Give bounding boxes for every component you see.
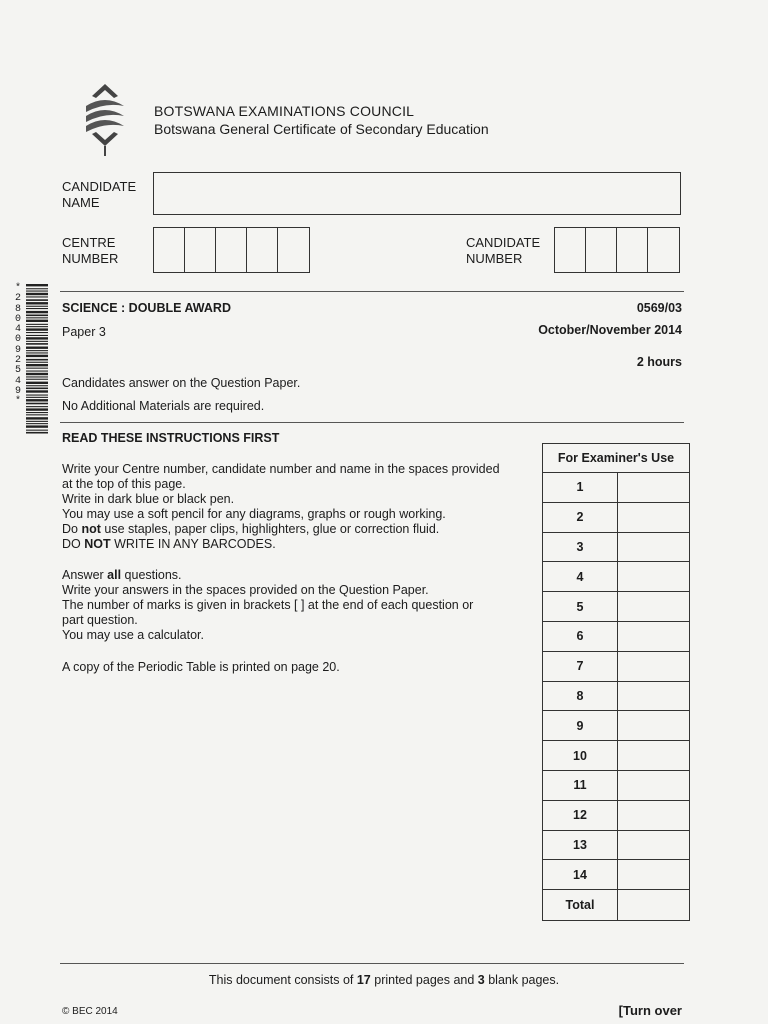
examiner-row — [543, 592, 689, 622]
exam-duration: 2 hours — [636, 355, 682, 369]
divider-mid — [60, 422, 684, 423]
barcode-bar — [26, 362, 48, 363]
candidate-digit-box[interactable] — [648, 228, 679, 272]
examiner-mark-cell[interactable] — [618, 741, 689, 770]
divider-top — [60, 291, 684, 292]
centre-digit-box[interactable] — [278, 228, 309, 272]
barcode-bar — [26, 385, 48, 386]
barcode-bar — [26, 320, 48, 322]
barcode-bar — [26, 388, 48, 390]
barcode-number: * 2 8 0 4 0 9 2 5 4 9 * — [14, 283, 21, 408]
centre-digit-box[interactable] — [216, 228, 247, 272]
candidate-name-label-line1: CANDIDATE — [62, 179, 137, 194]
barcode-bar — [26, 408, 48, 410]
examiner-mark-cell[interactable] — [618, 682, 689, 711]
examiner-row — [543, 473, 689, 503]
instruction-line: part question. — [62, 613, 138, 627]
instruction-barcodes — [62, 537, 522, 552]
centre-number-label-line2: NUMBER — [62, 251, 119, 266]
barcode-bar — [26, 421, 48, 422]
examiner-row — [543, 711, 689, 741]
examiner-row — [543, 562, 689, 592]
examiner-row — [543, 741, 689, 771]
examiner-use-table — [542, 443, 690, 921]
instruction-line: Write your Centre number, candidate number and name in the spaces provided — [62, 462, 500, 476]
barcode-bar — [26, 399, 48, 401]
examiner-row — [543, 682, 689, 712]
examiner-mark-cell[interactable] — [618, 801, 689, 830]
instruction-line: You may use a calculator. — [62, 628, 204, 642]
examiner-question-number: 4 — [543, 562, 618, 591]
examiner-mark-cell[interactable] — [618, 503, 689, 532]
candidate-digit-box[interactable] — [586, 228, 617, 272]
barcode-bar — [26, 355, 48, 357]
materials-note: No Additional Materials are required. — [62, 399, 265, 413]
barcode-bar — [26, 317, 48, 318]
barcode-bar — [26, 397, 48, 398]
examiner-row — [543, 503, 689, 533]
exam-session: October/November 2014 — [538, 323, 682, 337]
barcode-bar — [26, 308, 48, 309]
examiner-question-number: 6 — [543, 622, 618, 651]
candidate-number-label — [466, 235, 540, 267]
examiner-table-heading: For Examiner's Use — [543, 444, 689, 473]
instruction-line: The number of marks is given in brackets [ ] at the end of each question or — [62, 598, 474, 612]
examiner-row — [543, 801, 689, 831]
candidate-name-label — [62, 179, 136, 211]
instruction-answer-all — [62, 568, 522, 583]
candidate-number-label-line2: NUMBER — [466, 251, 523, 266]
examiner-row — [543, 652, 689, 682]
staples-bold: not — [81, 522, 101, 536]
staples-pre: Do — [62, 522, 82, 536]
barcode-bar — [26, 341, 48, 342]
centre-digit-box[interactable] — [247, 228, 278, 272]
barcode-bar — [26, 328, 48, 330]
barcode-bar — [26, 382, 48, 384]
barcode-bar — [26, 390, 48, 392]
examiner-row — [543, 860, 689, 890]
consists-pre: This document consists of — [208, 973, 357, 987]
examiner-question-number: Total — [543, 890, 618, 920]
examiner-question-number: 10 — [543, 741, 618, 770]
barcode-bar — [26, 376, 48, 377]
barcode-bar — [26, 359, 48, 361]
examiner-question-number: 5 — [543, 592, 618, 621]
divider-footer — [60, 963, 684, 964]
barcode-bold: NOT — [84, 537, 111, 551]
candidate-digit-box[interactable] — [555, 228, 586, 272]
examiner-mark-cell[interactable] — [618, 711, 689, 740]
examiner-row — [543, 533, 689, 563]
printed-pages: 17 — [356, 973, 371, 987]
instructions-block-1 — [62, 462, 522, 552]
barcode-post: WRITE IN ANY BARCODES. — [110, 537, 276, 551]
examiner-question-number: 14 — [543, 860, 618, 889]
barcode-bar — [26, 343, 48, 345]
barcode-bar — [26, 423, 48, 424]
examiner-row — [543, 771, 689, 801]
barcode — [26, 284, 48, 434]
barcode-bar — [26, 414, 48, 415]
candidate-name-box[interactable] — [153, 172, 681, 215]
answer-pre: Answer — [62, 568, 108, 582]
copyright: © BEC 2014 — [62, 1006, 118, 1017]
turn-over: [Turn over — [618, 1003, 682, 1018]
barcode-bar — [26, 379, 48, 380]
instruction-line: Write in dark blue or black pen. — [62, 492, 235, 506]
examiner-mark-cell[interactable] — [618, 771, 689, 800]
examiner-row — [543, 622, 689, 652]
candidate-name-label-line2: NAME — [62, 195, 100, 210]
barcode-bar — [26, 350, 48, 351]
examiner-question-number: 7 — [543, 652, 618, 681]
barcode-bar — [26, 332, 48, 333]
examiner-mark-cell[interactable] — [618, 562, 689, 591]
barcode-bar — [26, 412, 48, 413]
council-name: BOTSWANA EXAMINATIONS COUNCIL — [154, 103, 415, 119]
barcode-bar — [26, 395, 48, 396]
barcode-bar — [26, 373, 48, 375]
candidate-number-label-line1: CANDIDATE — [466, 235, 541, 250]
examiner-mark-cell[interactable] — [618, 592, 689, 621]
instructions-heading: READ THESE INSTRUCTIONS FIRST — [62, 431, 280, 445]
examiner-question-number: 11 — [543, 771, 618, 800]
examiner-mark-cell[interactable] — [618, 860, 689, 889]
instruction-staples — [62, 522, 522, 537]
barcode-bar — [26, 288, 48, 289]
consists-mid: printed pages and — [370, 973, 478, 987]
centre-number-label-line1: CENTRE — [62, 235, 116, 250]
examiner-question-number: 13 — [543, 831, 618, 860]
barcode-bar — [26, 417, 48, 419]
barcode-bar — [26, 335, 48, 336]
centre-digit-box[interactable] — [154, 228, 185, 272]
barcode-bar — [26, 302, 48, 304]
barcode-bar — [26, 368, 48, 369]
centre-digit-box[interactable] — [185, 228, 216, 272]
periodic-table-note: A copy of the Periodic Table is printed on page 20. — [62, 660, 340, 674]
barcode-bar — [26, 371, 48, 372]
barcode-bar — [26, 284, 48, 286]
centre-number-boxes[interactable] — [153, 227, 310, 273]
examiner-question-number: 8 — [543, 682, 618, 711]
examiner-question-number: 1 — [543, 473, 618, 502]
barcode-bar — [26, 291, 48, 292]
blank-pages: 3 — [477, 973, 485, 987]
examiner-mark-cell[interactable] — [618, 831, 689, 860]
instruction-line: You may use a soft pencil for any diagrams, graphs or rough working. — [62, 507, 446, 521]
answer-note: Candidates answer on the Question Paper. — [62, 376, 301, 390]
barcode-bar — [26, 403, 48, 405]
examiner-row — [543, 890, 689, 920]
barcode-bar — [26, 306, 48, 307]
certificate-name: Botswana General Certificate of Secondary Education — [154, 121, 489, 137]
examiner-mark-cell[interactable] — [618, 533, 689, 562]
examiner-question-number: 2 — [543, 503, 618, 532]
paper-code: 0569/03 — [636, 301, 682, 315]
barcode-bar — [26, 347, 48, 349]
centre-number-label — [62, 235, 118, 267]
barcode-bar — [26, 430, 48, 431]
barcode-bar — [26, 337, 48, 339]
barcode-bar — [26, 315, 48, 317]
barcode-bar — [26, 425, 48, 427]
barcode-bar — [26, 326, 48, 327]
examiner-mark-cell[interactable] — [618, 473, 689, 502]
barcode-bar — [26, 364, 48, 366]
candidate-digit-box[interactable] — [617, 228, 648, 272]
answer-post: questions. — [121, 568, 182, 582]
barcode-bar — [26, 406, 48, 407]
examiner-mark-cell[interactable] — [618, 622, 689, 651]
barcode-bar — [26, 296, 48, 297]
examiner-row — [543, 831, 689, 861]
instruction-line: Write your answers in the spaces provided on the Question Paper. — [62, 583, 429, 597]
barcode-bar — [26, 324, 48, 325]
examiner-mark-cell[interactable] — [618, 890, 689, 920]
candidate-number-boxes[interactable] — [554, 227, 680, 273]
instructions-block-2 — [62, 568, 522, 643]
subject-title: SCIENCE : DOUBLE AWARD — [62, 301, 231, 315]
examiner-question-number: 9 — [543, 711, 618, 740]
examiner-mark-cell[interactable] — [618, 652, 689, 681]
examiner-question-number: 12 — [543, 801, 618, 830]
examiner-question-number: 3 — [543, 533, 618, 562]
paper-number: Paper 3 — [62, 325, 106, 339]
barcode-bar — [26, 352, 48, 353]
barcode-bar — [26, 293, 48, 295]
bec-logo — [80, 82, 130, 158]
barcode-pre: DO — [62, 537, 85, 551]
answer-bold: all — [107, 568, 122, 582]
instruction-line: at the top of this page. — [62, 477, 186, 491]
page-count-note — [0, 973, 768, 987]
barcode-bar — [26, 299, 48, 301]
barcode-bar — [26, 311, 48, 313]
staples-post: use staples, paper clips, highlighters, glue or correction fluid. — [100, 522, 440, 536]
consists-post: blank pages. — [484, 973, 560, 987]
barcode-bar — [26, 432, 48, 434]
